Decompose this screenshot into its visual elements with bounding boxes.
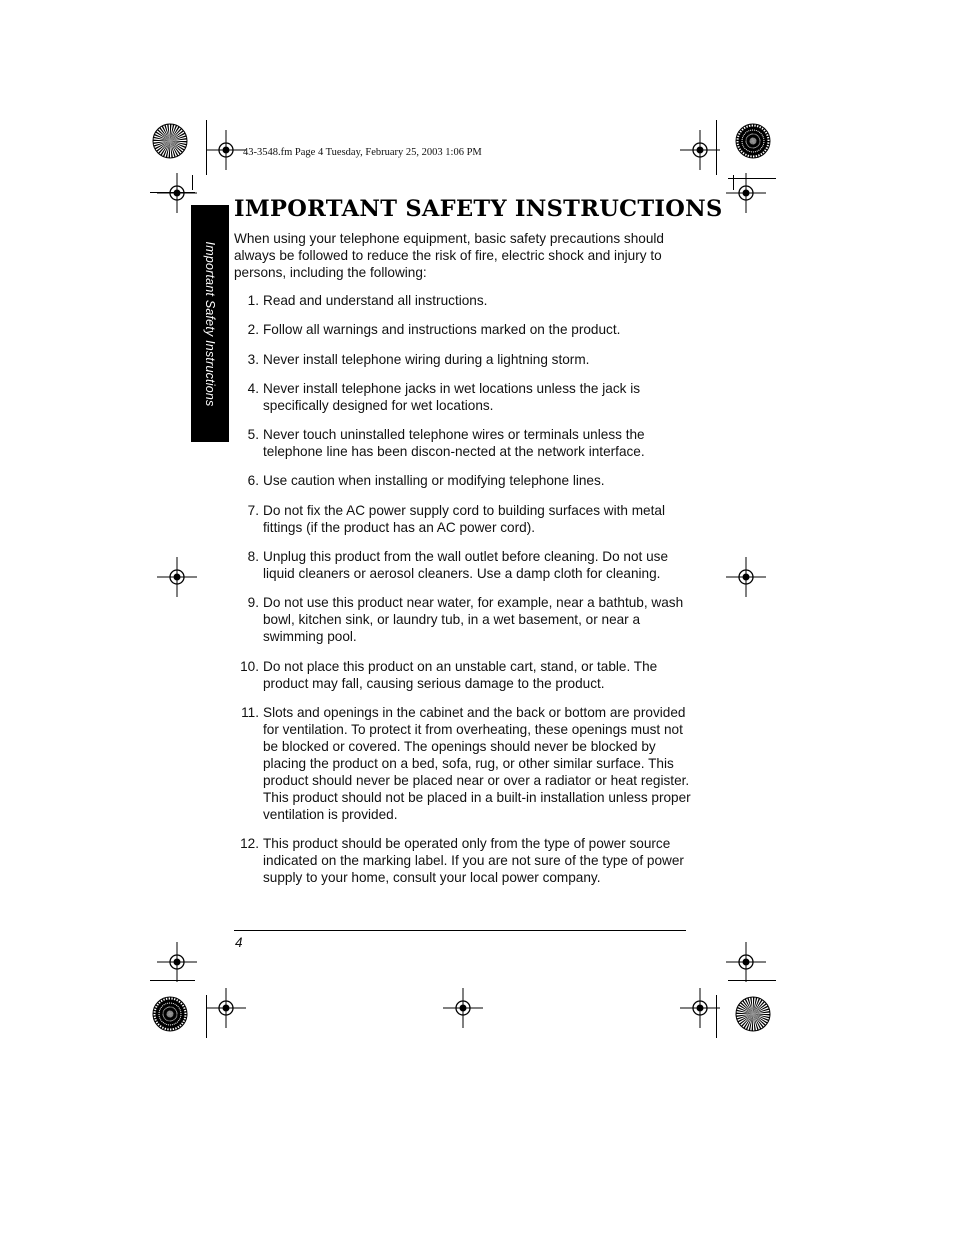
registration-mark-icon xyxy=(680,988,720,1028)
list-item-number: 10. xyxy=(240,658,259,674)
list-item-number: 3. xyxy=(247,351,259,367)
registration-mark-icon xyxy=(726,557,766,597)
registration-mark-icon xyxy=(443,988,483,1028)
list-item-number: 12. xyxy=(240,836,259,852)
list-item-number: 7. xyxy=(247,502,259,518)
side-tab xyxy=(191,205,229,442)
list-item xyxy=(234,502,694,536)
registration-mark-icon xyxy=(726,173,766,213)
list-item xyxy=(234,704,694,823)
list-item-text: Never install telephone jacks in wet locations unless the jack is specifically designed for wet locations. xyxy=(263,380,641,413)
list-item xyxy=(234,548,694,582)
list-item-text: Do not place this product on an unstable cart, stand, or table. The product may fall, causing serious damage to the product. xyxy=(263,658,658,691)
list-item xyxy=(234,835,694,886)
list-item xyxy=(234,380,694,414)
file-info-header: 43-3548.fm Page 4 Tuesday, February 25, 2003 1:06 PM xyxy=(243,147,482,158)
list-item xyxy=(234,658,694,692)
list-item-text: Never install telephone wiring during a lightning storm. xyxy=(263,351,590,367)
footer-rule xyxy=(234,930,686,931)
starburst-target-icon xyxy=(735,123,771,159)
list-item xyxy=(234,292,694,309)
safety-instructions-list xyxy=(234,292,694,899)
page-number: 4 xyxy=(235,935,243,950)
list-item-number: 8. xyxy=(247,549,259,565)
list-item-text: Do not fix the AC power supply cord to building surfaces with metal fittings (if the product has an AC power cord). xyxy=(263,502,665,535)
starburst-target-icon xyxy=(735,996,771,1032)
list-item xyxy=(234,472,694,489)
list-item-number: 4. xyxy=(247,380,259,396)
registration-mark-icon xyxy=(157,942,197,982)
side-tab-label: Important Safety Instructions xyxy=(203,241,217,406)
registration-mark-icon xyxy=(157,557,197,597)
list-item-text: Slots and openings in the cabinet and the back or bottom are provided for ventilation. To protect it from overheating, these openings must not be blocked or covered. The openings should never be blocked by placing the product on a bed, sofa, rug, or other similar surface. This product should never be placed near or over a radiator or heat register. This product should not be placed in a built-in installation unless proper ventilation is provided. xyxy=(263,704,691,822)
list-item-text: Never touch uninstalled telephone wires or terminals unless the telephone line has been discon-nected at the network interface. xyxy=(263,427,645,460)
page-title: IMPORTANT SAFETY INSTRUCTIONS xyxy=(234,196,723,222)
registration-mark-icon xyxy=(726,942,766,982)
list-item-number: 5. xyxy=(247,427,259,443)
starburst-target-icon xyxy=(152,996,188,1032)
registration-mark-icon xyxy=(206,988,246,1028)
list-item-number: 9. xyxy=(247,595,259,611)
list-item-number: 1. xyxy=(247,293,259,308)
list-item-number: 2. xyxy=(247,322,259,338)
starburst-target-icon xyxy=(152,123,188,159)
list-item-text: Follow all warnings and instructions marked on the product. xyxy=(263,322,621,338)
registration-mark-icon xyxy=(680,130,720,170)
list-item-text: Unplug this product from the wall outlet before cleaning. Do not use liquid cleaners or aerosol cleaners. Use a damp cloth for cleaning. xyxy=(263,549,669,582)
list-item-text: Use caution when installing or modifying telephone lines. xyxy=(263,473,605,489)
intro-paragraph: When using your telephone equipment, basic safety precautions should always be followed to reduce the risk of fire, electric shock and injury to persons, including the following: xyxy=(234,231,664,280)
list-item-text: Read and understand all instructions. xyxy=(263,293,488,308)
list-item-number: 11. xyxy=(241,704,259,720)
list-item-text: This product should be operated only from the type of power source indicated on the marking label. If you are not sure of the type of power supply to your home, consult your local power company. xyxy=(263,836,684,886)
list-item-text: Do not use this product near water, for example, near a bathtub, wash bowl, kitchen sink, or laundry tub, in a wet basement, or near a swimming pool. xyxy=(263,595,684,645)
list-item xyxy=(234,426,694,460)
list-item-number: 6. xyxy=(247,473,259,489)
list-item xyxy=(234,321,694,338)
list-item xyxy=(234,594,694,645)
list-item xyxy=(234,351,694,368)
registration-mark-icon xyxy=(206,130,246,170)
